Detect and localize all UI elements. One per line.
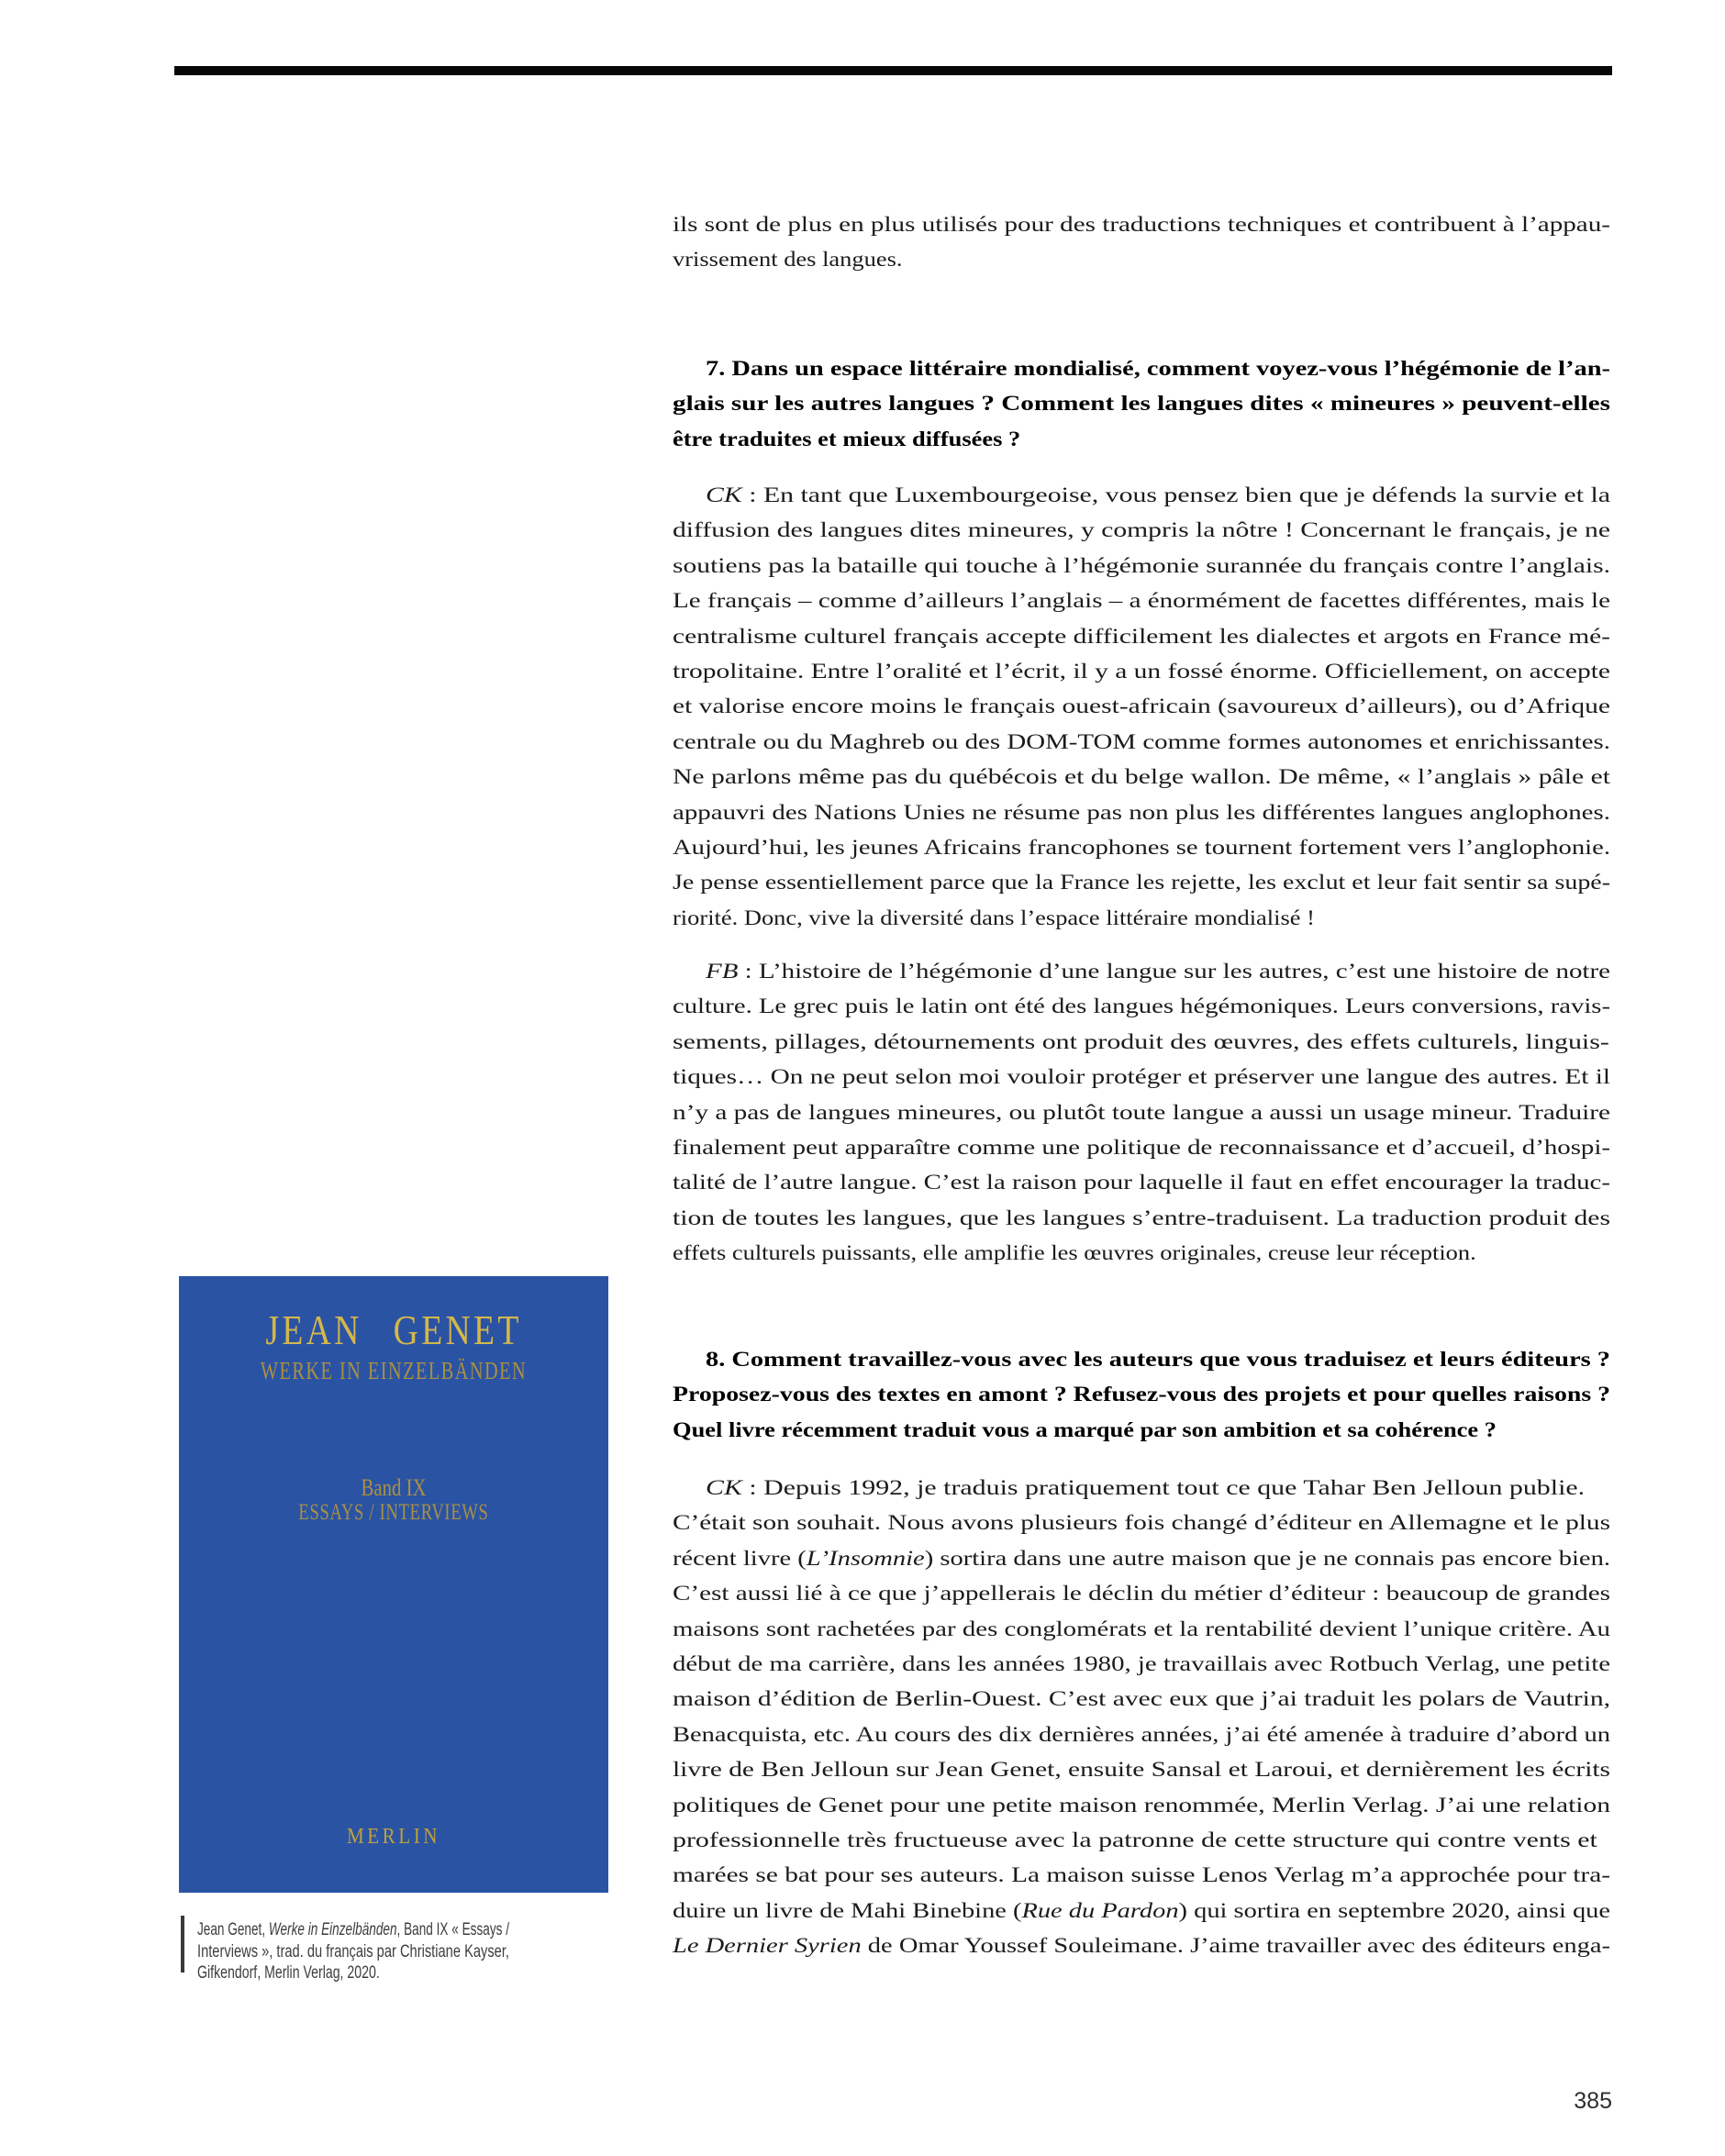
text-line: CK : En tant que Luxembourgeoise, vous pensez bien que je défends la survie et la (706, 483, 1610, 506)
text-line: être traduites et mieux diffusées ? (673, 427, 1021, 450)
text-line: livre de Ben Jelloun sur Jean Genet, ensuite Sansal et Laroui, et dernièrement les écrits (673, 1758, 1610, 1782)
text-line: Je pense essentiellement parce que la France les rejette, les exclut et leur fait sentir sa supé- (673, 871, 1610, 895)
text-line: et valorise encore moins le français ouest-africain (savoureux d’ailleurs), ou d’Afrique (673, 695, 1610, 718)
text-line: tropolitaine. Entre l’oralité et l’écrit, il y a un fossé énorme. Officiellement, on accepte (673, 659, 1610, 683)
text-line: glais sur les autres langues ? Comment les langues dites « mineures » peuvent-elles (673, 392, 1610, 416)
text-line: politiques de Genet pour une petite maison renommée, Merlin Verlag. J’ai une relation (673, 1793, 1610, 1817)
text-line: Aujourd’hui, les jeunes Africains francophones se tournent fortement vers l’anglophonie. (673, 835, 1610, 859)
text-line: maison d’édition de Berlin-Ouest. C’est avec eux que j’ai traduit les polars de Vautrin, (673, 1687, 1610, 1711)
text-line: vrissement des langues. (673, 248, 903, 272)
text-line: sements, pillages, détournements ont produit des œuvres, des effets culturels, linguis- (673, 1029, 1609, 1053)
cover-subtitle: ESSAYS / INTERVIEWS (298, 1500, 489, 1525)
text-line: récent livre (L’Insomnie) sortira dans une autre maison que je ne connais pas encore bien. (673, 1546, 1610, 1570)
figure-caption (197, 1919, 509, 1984)
text-line: ils sont de plus en plus utilisés pour des traductions techniques et contribuent à l’appau- (673, 213, 1610, 236)
text-line: Proposez-vous des textes en amont ? Refusez-vous des projets et pour quelles raisons ? (673, 1383, 1610, 1406)
text-line: marées se bat pour ses auteurs. La maison suisse Lenos Verlag m’a approchée pour tra- (673, 1863, 1610, 1887)
answer-ck-languages (673, 478, 1610, 936)
text-line: Le Dernier Syrien de Omar Youssef Souleimane. J’aime travailler avec des éditeurs enga- (673, 1934, 1610, 1958)
text-line: Quel livre récemment traduit vous a marqué par son ambition et sa cohérence ? (673, 1417, 1497, 1441)
answer-fb-hegemony (673, 954, 1610, 1272)
text-line: 7. Dans un espace littéraire mondialisé, comment voyez-vous l’hégémonie de l’an- (706, 357, 1610, 380)
text-line: Jean Genet, Werke in Einzelbänden, Band IX « Essays / (197, 1920, 509, 1939)
answer-ck-publishers (673, 1471, 1610, 1963)
text-line: tion de toutes les langues, que les langues s’entre-traduisent. La traduction produit des (673, 1206, 1610, 1229)
cover-publisher: MERLIN (346, 1825, 441, 1849)
book-cover-image (179, 1276, 608, 1893)
text-line: finalement peut apparaître comme une politique de reconnaissance et d’accueil, d’hospi- (673, 1135, 1610, 1159)
text-line: riorité. Donc, vive la diversité dans l’espace littéraire mondialisé ! (673, 906, 1315, 929)
text-line: C’était son souhait. Nous avons plusieurs fois changé d’éditeur en Allemagne et le plus (673, 1511, 1610, 1535)
question-7 (673, 351, 1610, 457)
text-line: diffusion des langues dites mineures, y compris la nôtre ! Concernant le français, je ne (673, 518, 1610, 542)
caption-rule (181, 1916, 184, 1973)
text-line: 8. Comment travaillez-vous avec les auteurs que vous traduisez et leurs éditeurs ? (706, 1348, 1610, 1371)
text-line: début de ma carrière, dans les années 1980, je travaillais avec Rotbuch Verlag, une petite (673, 1651, 1610, 1675)
text-line: centrale ou du Maghreb ou des DOM-TOM comme formes autonomes et enrichissantes. (673, 729, 1610, 753)
text-line: tiques… On ne peut selon moi vouloir protéger et préserver une langue des autres. Et il (673, 1065, 1610, 1089)
text-line: Le français – comme d’ailleurs l’anglais – a énormément de facettes différentes, mais le (673, 589, 1610, 613)
text-line: talité de l’autre langue. C’est la raison pour laquelle il faut en effet encourager la traduc- (673, 1171, 1610, 1195)
text-line: culture. Le grec puis le latin ont été des langues hégémoniques. Leurs conversions, ravis- (673, 995, 1610, 1018)
text-line: C’est aussi lié à ce que j’appellerais le déclin du métier d’éditeur : beaucoup de grandes (673, 1582, 1610, 1606)
text-line: duire un livre de Mahi Binebine (Rue du Pardon) qui sortira en septembre 2020, ainsi que (673, 1898, 1610, 1922)
text-line: Gifkendorf, Merlin Verlag, 2020. (197, 1963, 380, 1983)
question-8 (673, 1342, 1610, 1448)
text-line: centralisme culturel français accepte difficilement les dialectes et argots en France mé- (673, 624, 1610, 648)
text-line: CK : Depuis 1992, je traduis pratiquement tout ce que Tahar Ben Jelloun publie. (706, 1476, 1586, 1499)
text-line: FB : L’histoire de l’hégémonie d’une langue sur les autres, c’est une histoire de notre (706, 960, 1610, 983)
text-line: professionnelle très fructueuse avec la patronne de cette structure qui contre vents et (673, 1828, 1597, 1851)
text-line: Interviews », trad. du français par Christiane Kayser, (197, 1941, 509, 1962)
text-line: appauvri des Nations Unies ne résume pas non plus les différentes langues anglophones. (673, 800, 1610, 824)
text-line: n’y a pas de langues mineures, ou plutôt toute langue a aussi un usage mineur. Traduire (673, 1100, 1610, 1124)
paragraph-intro-continuation (673, 207, 1610, 278)
cover-title: JEAN GENET (265, 1306, 522, 1353)
text-line: soutiens pas la bataille qui touche à l’hégémonie surannée du français contre l’anglais. (673, 553, 1610, 577)
text-line: Benacquista, etc. Au cours des dix dernières années, j’ai été amenée à traduire d’abord un (673, 1722, 1610, 1746)
page-number: 385 (1574, 2088, 1612, 2114)
text-line: Ne parlons même pas du québécois et du belge wallon. De même, « l’anglais » pâle et (673, 765, 1610, 789)
cover-series: WERKE IN EINZELBÄNDEN (260, 1357, 528, 1384)
text-line: effets culturels puissants, elle amplifie les œuvres originales, creuse leur réception. (673, 1241, 1476, 1265)
cover-volume: Band IX (361, 1474, 427, 1501)
top-rule (174, 66, 1612, 75)
text-line: maisons sont rachetées par des conglomérats et la rentabilité devient l’unique critère. Au (673, 1617, 1610, 1640)
